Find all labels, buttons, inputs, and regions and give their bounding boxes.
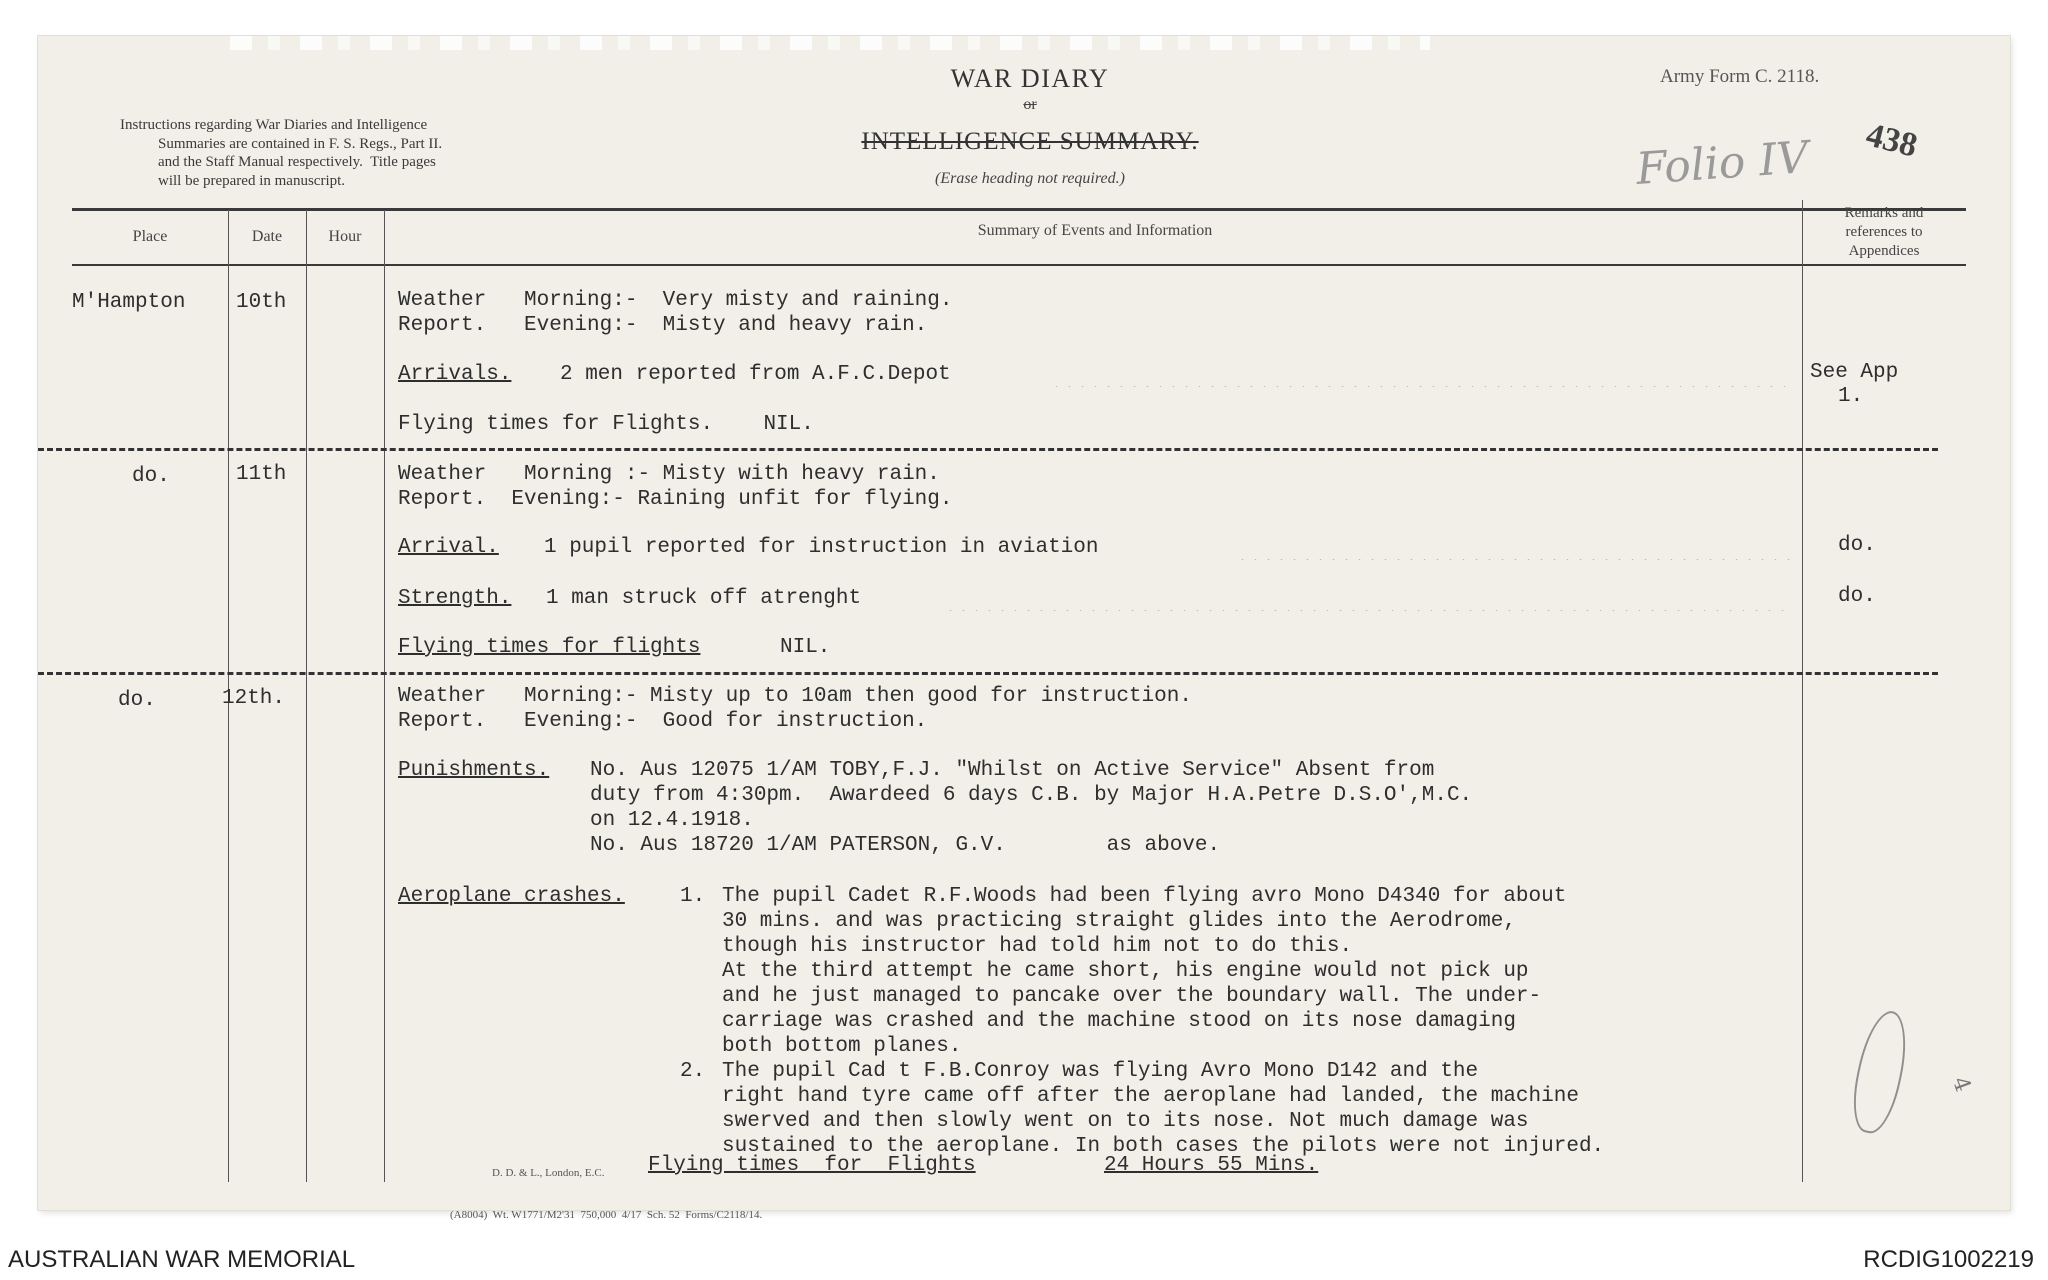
footer-institution: AUSTRALIAN WAR MEMORIAL [8,1246,356,1273]
crash-line: At the third attempt he came short, his engine would not pick up [722,960,1529,983]
entry-date: 11th [236,463,287,486]
column-divider [1802,200,1803,1182]
entry-date: 10th [236,291,287,314]
table-header-rule [72,264,1966,266]
folio-handwritten: Folio IV [1634,132,1810,195]
entry-date: 12th. [222,687,286,710]
crash-line: though his instructor had told him not to do this. [722,935,1353,958]
form-subtitle: INTELLIGENCE SUMMARY. [861,128,1199,155]
flying-times-label: Flying times for flights [398,636,701,659]
crash-line: The pupil Cadet R.F.Woods had been flying avro Mono D4340 for about [722,885,1567,908]
column-header-hour: Hour [328,228,362,245]
weather-report-line: Weather Morning :- Misty with heavy rain. [398,463,940,486]
crashes-label: Aeroplane crashes. [398,885,625,908]
weather-report-line: Report. Evening:- Good for instruction. [398,710,928,733]
army-form-number: Army Form C. 2118. [1660,66,1820,87]
column-divider [306,210,307,1182]
weather-report-line: Weather Morning:- Misty up to 10am then good for instruction. [398,685,1192,708]
flying-times-label: Flying times for Flights [648,1154,976,1177]
instructions-line: Instructions regarding War Diaries and Intelligence [120,117,428,133]
strength-text: 1 man struck off atrenght [546,587,862,610]
crash-line: 30 mins. and was practicing straight glides into the Aerodrome, [722,910,1516,933]
remark-reference: do. [1838,585,1876,608]
instructions-line: Summaries are contained in F. S. Regs., Part II. [158,135,443,152]
remarks-header-line: Remarks and [1844,205,1924,221]
crash-number: 1. [680,885,706,908]
strength-label: Strength. [398,587,512,610]
instructions-line: and the Staff Manual respectively. Title pages [158,154,436,170]
remark-reference: do. [1838,534,1876,557]
remarks-header-line: Appendices [1848,243,1920,259]
folio-stamp: 438 [1862,116,1921,165]
form-title: WAR DIARY [950,64,1110,93]
flying-times: Flying times for Flights. NIL. [398,413,814,436]
instructions-note [120,116,570,190]
remarks-header-line: references to [1845,224,1923,240]
remark-reference: See App [1810,361,1899,384]
arrival-label: Arrival. [398,536,499,559]
punishment-line: No. Aus 12075 1/AM TOBY,F.J. "Whilst on Active Service" Absent from [590,759,1435,782]
column-header-remarks [1806,204,1962,261]
weather-report-line: Weather Morning:- Very misty and raining. [398,289,953,312]
column-header-summary: Summary of Events and Information [977,222,1213,239]
day-separator [38,448,1938,451]
column-header-date: Date [251,228,283,245]
leader-dots [944,586,1792,611]
weather-report-line: Report. Evening:- Misty and heavy rain. [398,314,928,337]
crash-line: sustained to the aeroplane. In both cases the pilots were not injured. [722,1135,1605,1158]
printer-line: D. D. & L., London, E.C. [492,1167,605,1179]
crash-line: carriage was crashed and the machine stood on its nose damaging [722,1010,1516,1033]
footer-reference: RCDIG1002219 [1863,1246,2034,1273]
form-title-or: or [1023,96,1037,113]
remark-reference: 1. [1838,385,1864,408]
printer-imprint [450,1138,762,1236]
leader-dots [1236,535,1792,560]
table-top-rule [72,208,1966,211]
erase-note: (Erase heading not required.) [935,170,1125,187]
arrival-text: 1 pupil reported for instruction in aviation [544,536,1099,559]
flying-times-value: 24 Hours 55 Mins. [1104,1154,1319,1177]
crash-line: both bottom planes. [722,1035,962,1058]
leader-dots [1050,362,1792,387]
arrivals-text: 2 men reported from A.F.C.Depot [560,363,951,386]
crash-line: The pupil Cad t F.B.Conroy was flying Avro Mono D142 and the [722,1060,1479,1083]
crash-number: 2. [680,1060,706,1083]
punishment-line: No. Aus 18720 1/AM PATERSON, G.V. as above. [590,834,1221,857]
arrivals-label: Arrivals. [398,363,512,386]
entry-place: do. [132,465,170,488]
punishment-line: duty from 4:30pm. Awardeed 6 days C.B. by Major H.A.Petre D.S.O',M.C. [590,784,1473,807]
flying-times-value: NIL. [780,636,831,659]
punishments-label: Punishments. [398,759,550,782]
column-divider [384,210,385,1182]
crash-line: swerved and then slowly went on to its nose. Not much damage was [722,1110,1529,1133]
entry-place: M'Hampton [72,291,186,314]
punishment-line: on 12.4.1918. [590,809,754,832]
printer-line: (A8004) Wt. W1771/M2'31 750,000 4/17 Sch. 52 Forms/C2118/14. [450,1209,763,1221]
torn-edge [230,36,1430,50]
weather-report-line: Report. Evening:- Raining unfit for flying. [398,488,953,511]
column-header-place: Place [132,228,168,245]
entry-place: do. [118,689,156,712]
crash-line: and he just managed to pancake over the boundary wall. The under- [722,985,1542,1008]
crash-line: right hand tyre came off after the aeroplane had landed, the machine [722,1085,1579,1108]
margin-pencil-mark: 4 [1946,1073,1976,1096]
instructions-line: will be prepared in manuscript. [158,172,346,189]
day-separator [38,672,1938,675]
